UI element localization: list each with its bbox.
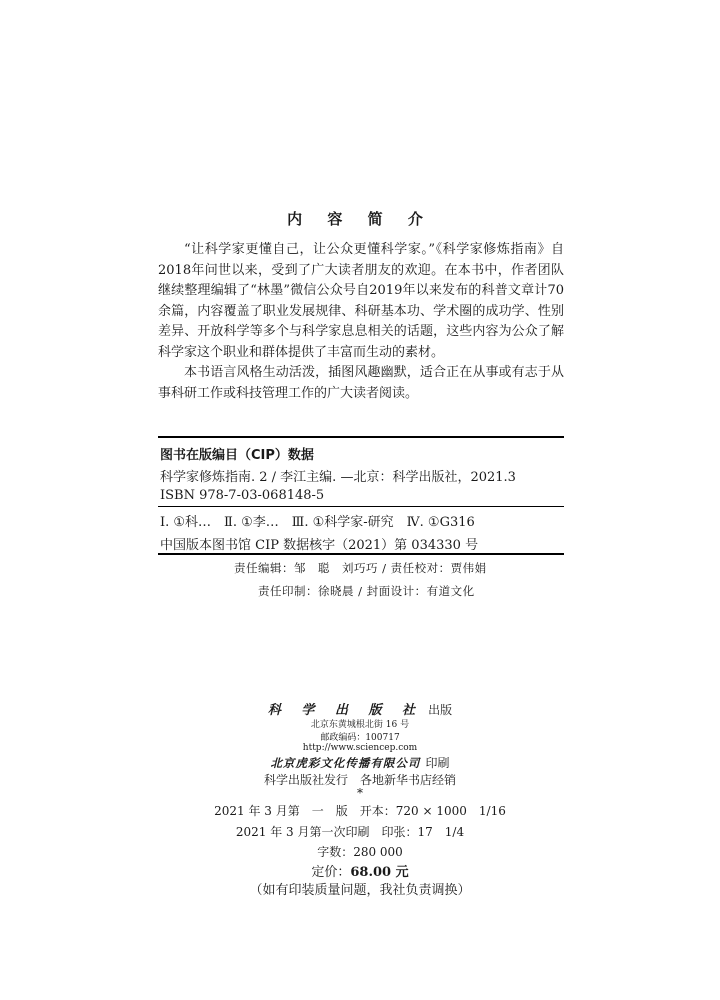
publisher-website: http://www.sciencep.com	[302, 743, 418, 753]
price-label: 定价：	[311, 865, 351, 880]
credits-editors: 责任编辑：邹 聪 刘巧巧 / 责任校对：贾伟娟	[234, 561, 487, 575]
printer-name: 北京虎彩文化传播有限公司	[270, 756, 421, 770]
cip-isbn: ISBN 978-7-03-068148-5	[160, 488, 325, 503]
distribution-line: 科学出版社发行 各地新华书店经销	[263, 773, 456, 787]
printer-line	[0, 752, 720, 771]
cip-title: 图书在版编目（CIP）数据	[160, 448, 314, 463]
cip-number: 中国版本图书馆 CIP 数据核字（2021）第 034330 号	[160, 538, 479, 553]
summary-heading: 内 容 简 介	[287, 210, 433, 228]
edition-line: 2021 年 3 月第 一 版 开本：720 × 1000 1/16	[214, 804, 506, 818]
publisher-name: 科 学 出 版 社	[267, 703, 423, 718]
cip-bottom-rule	[158, 553, 564, 555]
publisher-line	[0, 699, 720, 718]
printer-suffix: 印刷	[425, 756, 450, 770]
price-value: 68.00 元	[350, 865, 409, 880]
word-count: 字数：280 000	[317, 845, 403, 859]
printing-line: 2021 年 3 月第一次印刷 印张：17 1/4	[235, 825, 465, 839]
cip-top-rule	[158, 436, 564, 438]
quality-notice: （如有印装质量问题，我社负责调换）	[249, 883, 471, 898]
price-line	[0, 861, 720, 880]
publisher-suffix: 出版	[428, 703, 453, 717]
publisher-address: 北京东黄城根北街 16 号	[310, 720, 410, 730]
summary-paragraph-1: “让科学家更懂自己，让公众更懂科学家。”《科学家修炼指南》自2018年问世以来，受到了广大读者朋友的欢迎。在本书中，作者团队继续整理编辑了“林墨”微信公众号自2019年以来发布的科普文章计70余篇，内容覆盖了职业发展规律、科研基本功、学术圈的成功学、性别差异、开放科学等多个与科学家息息相关的话题，这些内容为公众了解科学家这个职业和群体提供了丰富而生动的素材。	[158, 242, 564, 360]
cip-divider	[158, 506, 564, 507]
cip-line-1: 科学家修炼指南. 2 / 李江主编. —北京：科学出版社，2021.3	[160, 470, 516, 485]
summary-paragraph-2: 本书语言风格生动活泼，插图风趣幽默，适合正在从事或有志于从事科研工作或科技管理工作的广大读者阅读。	[158, 365, 564, 401]
cip-classification: Ⅰ. ①科… Ⅱ. ①李… Ⅲ. ①科学家-研究 Ⅳ. ①G316	[160, 515, 475, 530]
publisher-postcode: 邮政编码：100717	[320, 733, 400, 743]
summary-body	[158, 240, 564, 404]
separator-star: *	[357, 786, 363, 800]
credits-production: 责任印制：徐晓晨 / 封面设计：有道文化	[258, 584, 475, 598]
